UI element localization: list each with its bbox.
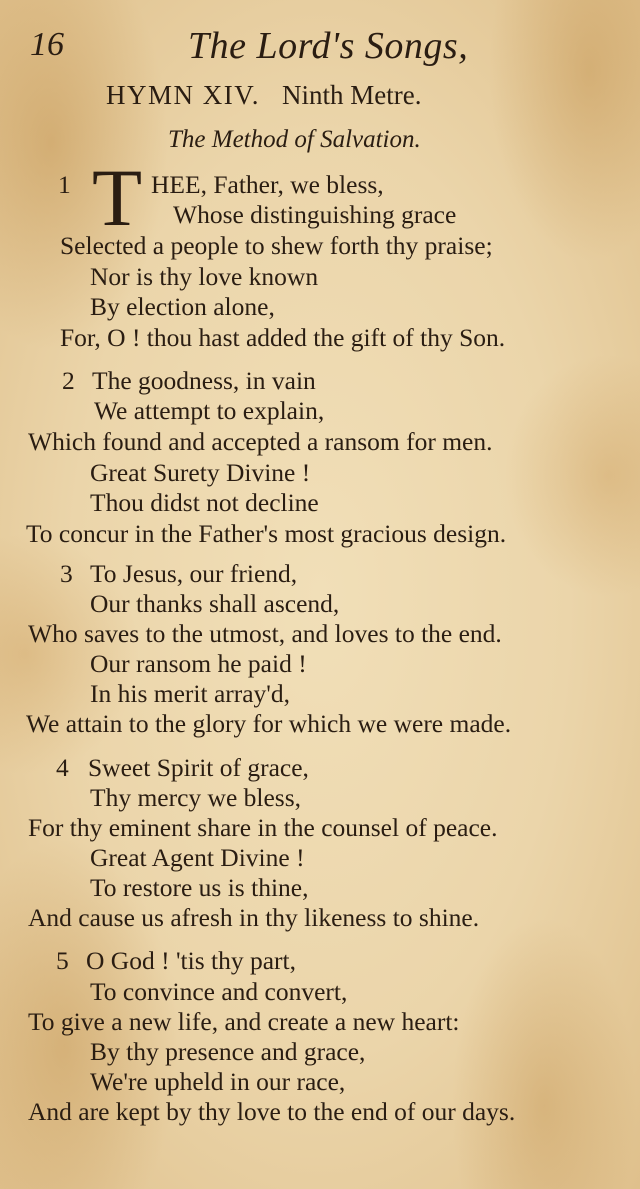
verse-number: 5 (56, 946, 69, 975)
verse-line: For thy eminent share in the counsel of peace. (28, 813, 498, 842)
verse-line: Sweet Spirit of grace, (88, 753, 309, 782)
verse-line: Whose distinguishing grace (173, 200, 457, 229)
verse-line: To restore us is thine, (90, 873, 309, 902)
verse-line: Thou didst not decline (90, 488, 319, 517)
hymn-number: HYMN XIV. (106, 80, 261, 110)
drop-cap: T (92, 152, 143, 243)
verse-number: 3 (60, 559, 73, 588)
verse-line: To give a new life, and create a new heart: (28, 1007, 460, 1036)
verse-line: Great Agent Divine ! (90, 843, 305, 872)
verse-line: To concur in the Father's most gracious design. (26, 519, 507, 548)
verse-line: Thy mercy we bless, (90, 783, 302, 812)
hymn-metre: Ninth Metre. (282, 80, 422, 110)
verse-line: Great Surety Divine ! (90, 458, 311, 487)
verse-number: 4 (56, 753, 69, 782)
verse-line: Selected a people to shew forth thy praise; (60, 231, 493, 260)
running-head (30, 22, 610, 70)
verse-line: To convince and convert, (90, 977, 348, 1006)
verse-line: We attain to the glory for which we were made. (26, 709, 512, 738)
verse-line: Our thanks shall ascend, (90, 589, 340, 618)
verse-line: And are kept by thy love to the end of our days. (28, 1097, 516, 1126)
verse-line: For, O ! thou hast added the gift of thy Son. (60, 323, 506, 352)
verse-line: And cause us afresh in thy likeness to shine. (28, 903, 480, 932)
verse-line: By election alone, (90, 292, 275, 321)
verse-line: Our ransom he paid ! (90, 649, 307, 678)
verse-line: O God ! 'tis thy part, (86, 946, 296, 975)
verse-line: The goodness, in vain (92, 366, 316, 395)
verse-line: We're upheld in our race, (90, 1067, 346, 1096)
verse-number: 2 (62, 366, 75, 395)
book-title: The Lord's Songs, (188, 25, 469, 67)
hymn-heading (106, 80, 526, 111)
hymn-subtitle: The Method of Salvation. (168, 126, 421, 153)
verse-line: Nor is thy love known (90, 262, 319, 291)
verse-line: In his merit array'd, (90, 679, 291, 708)
verse-line: Who saves to the utmost, and loves to the end. (28, 619, 502, 648)
verse-number: 1 (58, 170, 71, 199)
verse-line: To Jesus, our friend, (90, 559, 298, 588)
verse-line: We attempt to explain, (94, 396, 325, 425)
page-number: 16 (30, 26, 64, 63)
verse-line: Which found and accepted a ransom for men. (28, 427, 493, 456)
verse-line: HEE, Father, we bless, (151, 170, 384, 199)
verse-line: By thy presence and grace, (90, 1037, 366, 1066)
